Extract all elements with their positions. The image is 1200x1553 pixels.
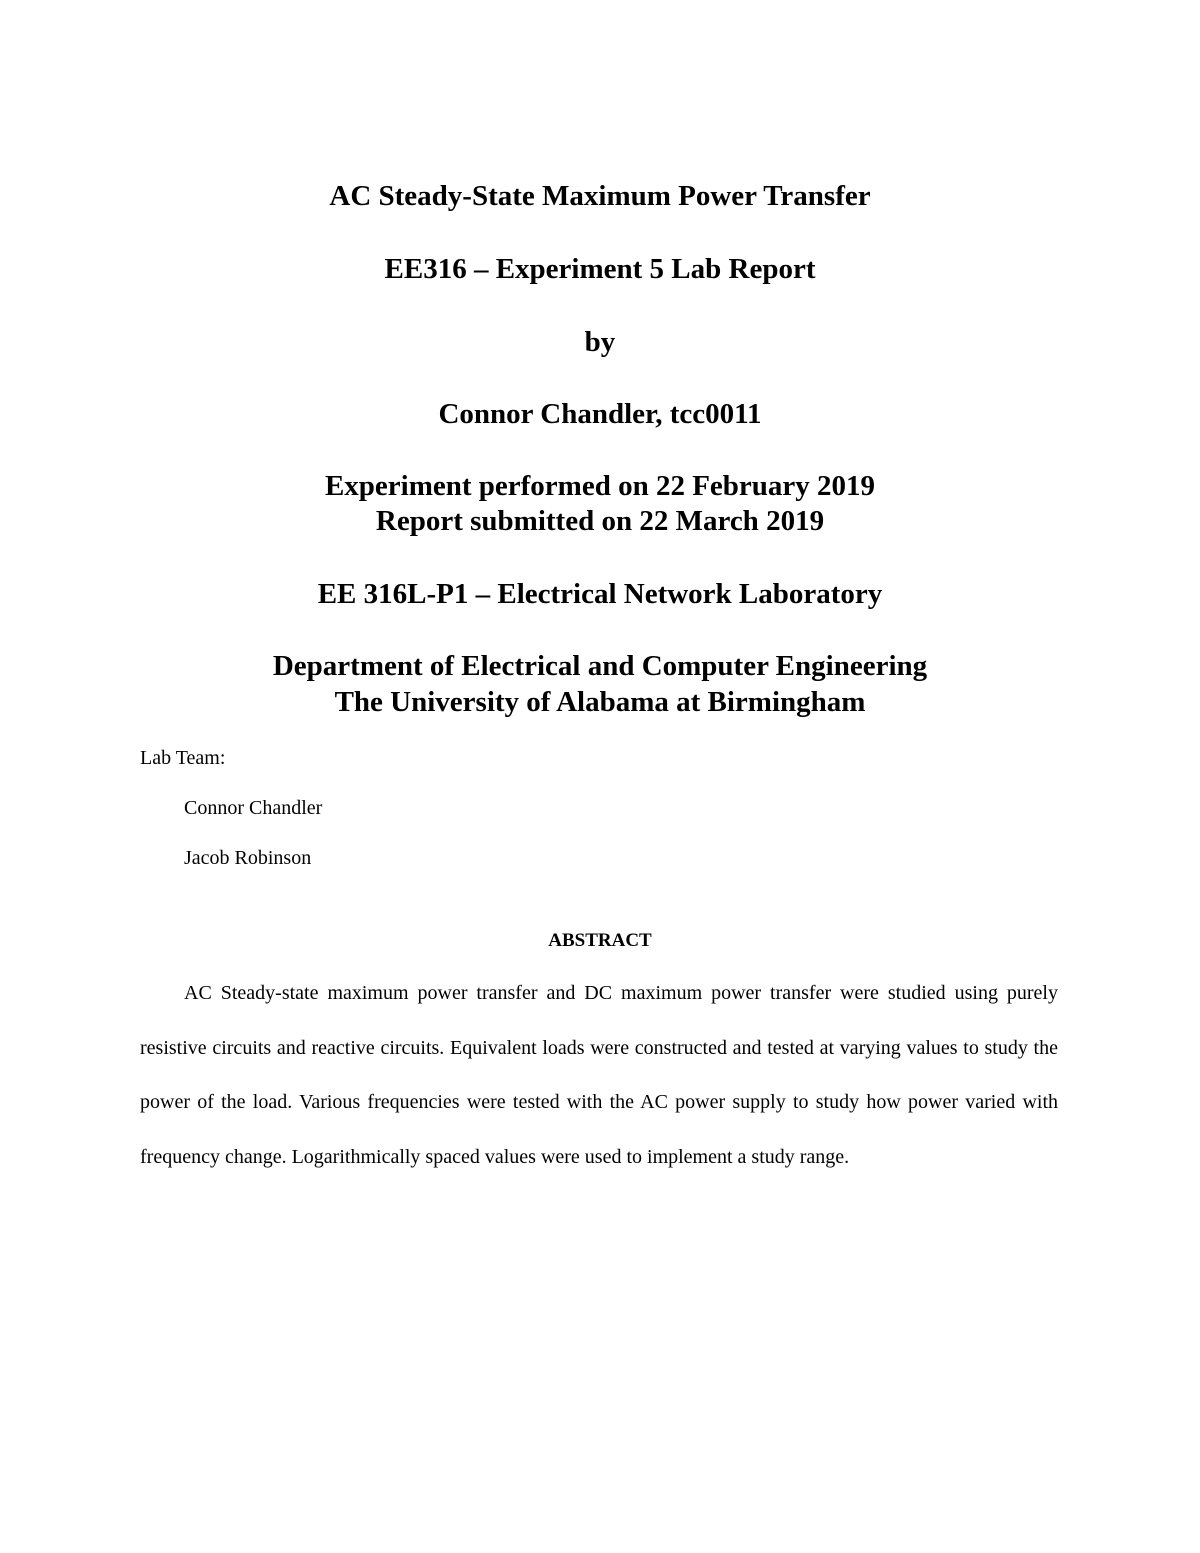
author: Connor Chandler, tcc0011 [438, 398, 762, 430]
abstract-heading: ABSTRACT [548, 930, 652, 951]
submitted-date: Report submitted on 22 March 2019 [375, 505, 825, 537]
performed-date: Experiment performed on 22 February 2019 [324, 470, 876, 502]
report-subtitle: EE316 – Experiment 5 Lab Report [384, 253, 816, 285]
team-member: Jacob Robinson [184, 847, 312, 869]
abstract-text: AC Steady-state maximum power transfer and DC maximum power transfer were studied using purely resistive circuits and reactive circuits. Equivalent loads were constructed and tested at varying values to study the power of the load. Various frequencies were tested with the AC power supply to study how power varied with frequency change. Logarithmically spaced values were used to implement a study range. [140, 982, 1058, 1168]
team-label: Lab Team: [140, 747, 226, 769]
abstract-body [140, 966, 1058, 1184]
by-line: by [584, 326, 616, 358]
team-member: Connor Chandler [184, 797, 323, 819]
course: EE 316L-P1 – Electrical Network Laboratory [317, 578, 883, 610]
report-title: AC Steady-State Maximum Power Transfer [329, 180, 871, 212]
university: The University of Alabama at Birmingham [334, 686, 866, 718]
department: Department of Electrical and Computer Engineering [272, 650, 928, 682]
